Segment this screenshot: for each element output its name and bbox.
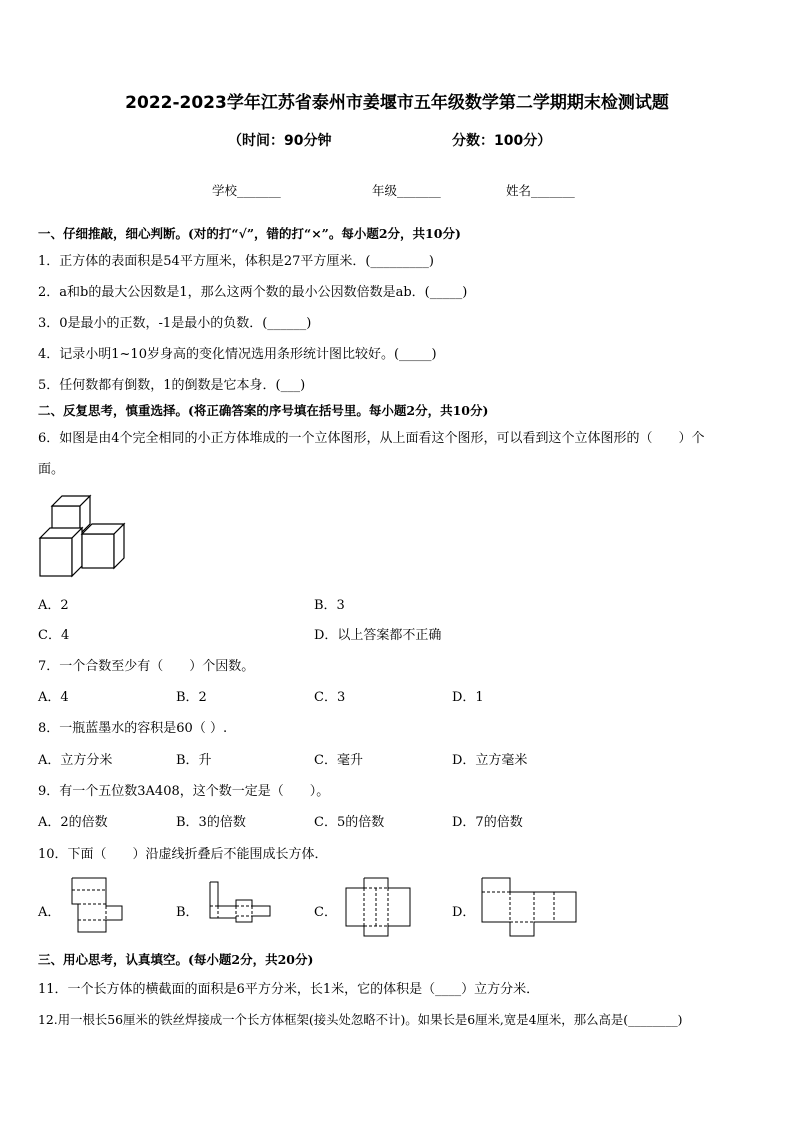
name-field: 姓名_______ bbox=[506, 183, 575, 198]
q9-option-b: B．3的倍数 bbox=[176, 815, 246, 830]
q9-option-a: A．2的倍数 bbox=[38, 815, 108, 830]
grade-field: 年级_______ bbox=[372, 183, 441, 198]
q8-option-a: A．立方分米 bbox=[38, 753, 113, 768]
q6-option-c: C．4 bbox=[38, 628, 70, 643]
q10-option-a: A． bbox=[38, 905, 61, 920]
q10-option-d: D． bbox=[452, 905, 476, 920]
cube-stack-figure bbox=[38, 492, 128, 582]
q7-option-b: B．2 bbox=[176, 690, 207, 705]
q7-option-d: D．1 bbox=[452, 690, 484, 705]
q7-option-c: C．3 bbox=[314, 690, 346, 705]
q6-option-b: B．3 bbox=[314, 598, 345, 613]
q10-option-b: B． bbox=[176, 905, 199, 920]
q9-option-d: D．7的倍数 bbox=[452, 815, 523, 830]
question-11: 11．一个长方体的横截面的面积是6平方分米，长1米，它的体积是（____）立方分米． bbox=[38, 982, 540, 997]
exam-time: （时间：90分钟 bbox=[228, 133, 332, 149]
question-2: 2．a和b的最大公因数是1，那么这两个数的最小公因数倍数是ab．(_____) bbox=[38, 285, 468, 300]
question-10: 10．下面（ ）沿虚线折叠后不能围成长方体． bbox=[38, 847, 328, 862]
exam-score: 分数：100分） bbox=[452, 133, 552, 149]
q9-option-c: C．5的倍数 bbox=[314, 815, 385, 830]
question-8: 8．一瓶蓝墨水的容积是60（ ）. bbox=[38, 721, 228, 736]
question-3: 3．0是最小的正数，-1是最小的负数．(______) bbox=[38, 316, 312, 331]
q6-option-d: D．以上答案都不正确 bbox=[314, 628, 442, 643]
question-1: 1．正方体的表面积是54平方厘米，体积是27平方厘米．(_________) bbox=[38, 254, 434, 269]
question-6-line-1: 6．如图是由4个完全相同的小正方体堆成的一个立体图形，从上面看这个图形，可以看到这个立体图形的（ ）个 bbox=[38, 431, 705, 446]
question-4: 4．记录小明1~10岁身高的变化情况选用条形统计图比较好。(_____) bbox=[38, 347, 437, 362]
q10-option-c: C． bbox=[314, 905, 337, 920]
question-9: 9．有一个五位数3A408，这个数一定是（ ）。 bbox=[38, 784, 330, 799]
section-1-heading: 一、仔细推敲，细心判断。(对的打“√”，错的打“×”。每小题2分，共10分) bbox=[38, 226, 461, 241]
question-5: 5．任何数都有倒数，1的倒数是它本身．(___) bbox=[38, 378, 306, 393]
school-field: 学校_______ bbox=[212, 183, 281, 198]
net-figure-c bbox=[344, 876, 414, 938]
section-2-heading: 二、反复思考，慎重选择。(将正确答案的序号填在括号里。每小题2分，共10分) bbox=[38, 403, 489, 418]
question-6-line-2: 面。 bbox=[38, 462, 65, 477]
q8-option-d: D．立方毫米 bbox=[452, 753, 528, 768]
q6-option-a: A．2 bbox=[38, 598, 69, 613]
q8-option-b: B．升 bbox=[176, 753, 212, 768]
section-3-heading: 三、用心思考，认真填空。(每小题2分，共20分) bbox=[38, 952, 314, 967]
net-figure-a bbox=[70, 876, 126, 934]
q8-option-c: C．毫升 bbox=[314, 753, 363, 768]
net-figure-d bbox=[480, 876, 580, 938]
question-7: 7．一个合数至少有（ ）个因数。 bbox=[38, 659, 255, 674]
net-figure-b bbox=[208, 880, 274, 924]
question-12: 12.用一根长56厘米的铁丝焊接成一个长方体框架(接头处忽略不计)。如果长是6厘米,宽是4厘米，那么高是(________) bbox=[38, 1012, 683, 1027]
q7-option-a: A．4 bbox=[38, 690, 69, 705]
page-title: 2022-2023学年江苏省泰州市姜堰市五年级数学第二学期期末检测试题 bbox=[125, 93, 669, 113]
